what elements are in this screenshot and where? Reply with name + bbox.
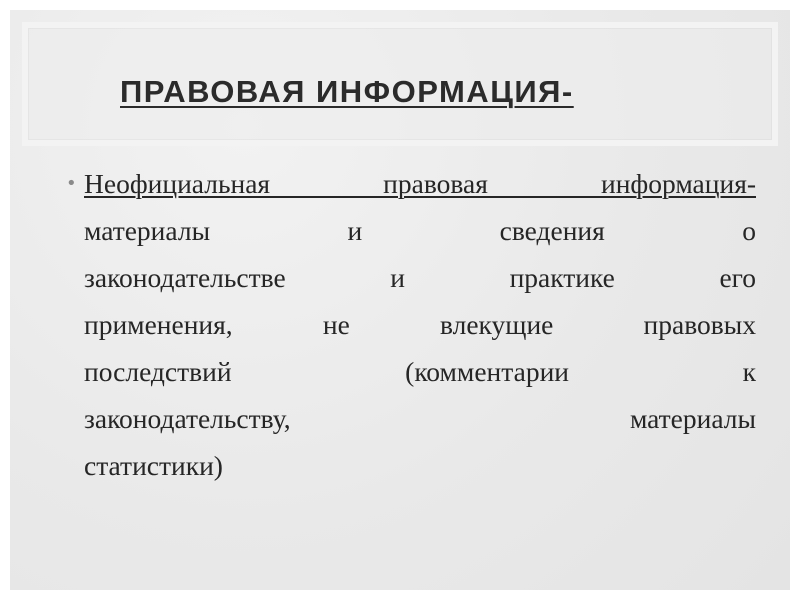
- slide-title: ПРАВОВАЯ ИНФОРМАЦИЯ-: [120, 74, 574, 109]
- bullet-lead-text: Неофициальная правовая информация-: [84, 168, 756, 199]
- title-box: [22, 22, 778, 146]
- bullet-line: законодательстве и практике его: [84, 262, 756, 293]
- bullet-line: применения, не влекущие правовых: [84, 309, 756, 340]
- bullet-line: материалы и сведения о: [84, 215, 756, 246]
- bullet-dot-icon: •: [66, 173, 77, 194]
- content-area: [66, 160, 756, 489]
- bullet-line: последствий (комментарии к: [84, 356, 756, 387]
- slide-panel: [10, 10, 790, 590]
- bullet-line: статистики): [84, 450, 223, 481]
- bullet-lead-line: [84, 160, 756, 207]
- bullet-line: законодательству, материалы: [84, 403, 756, 434]
- bullet-item: [66, 160, 756, 489]
